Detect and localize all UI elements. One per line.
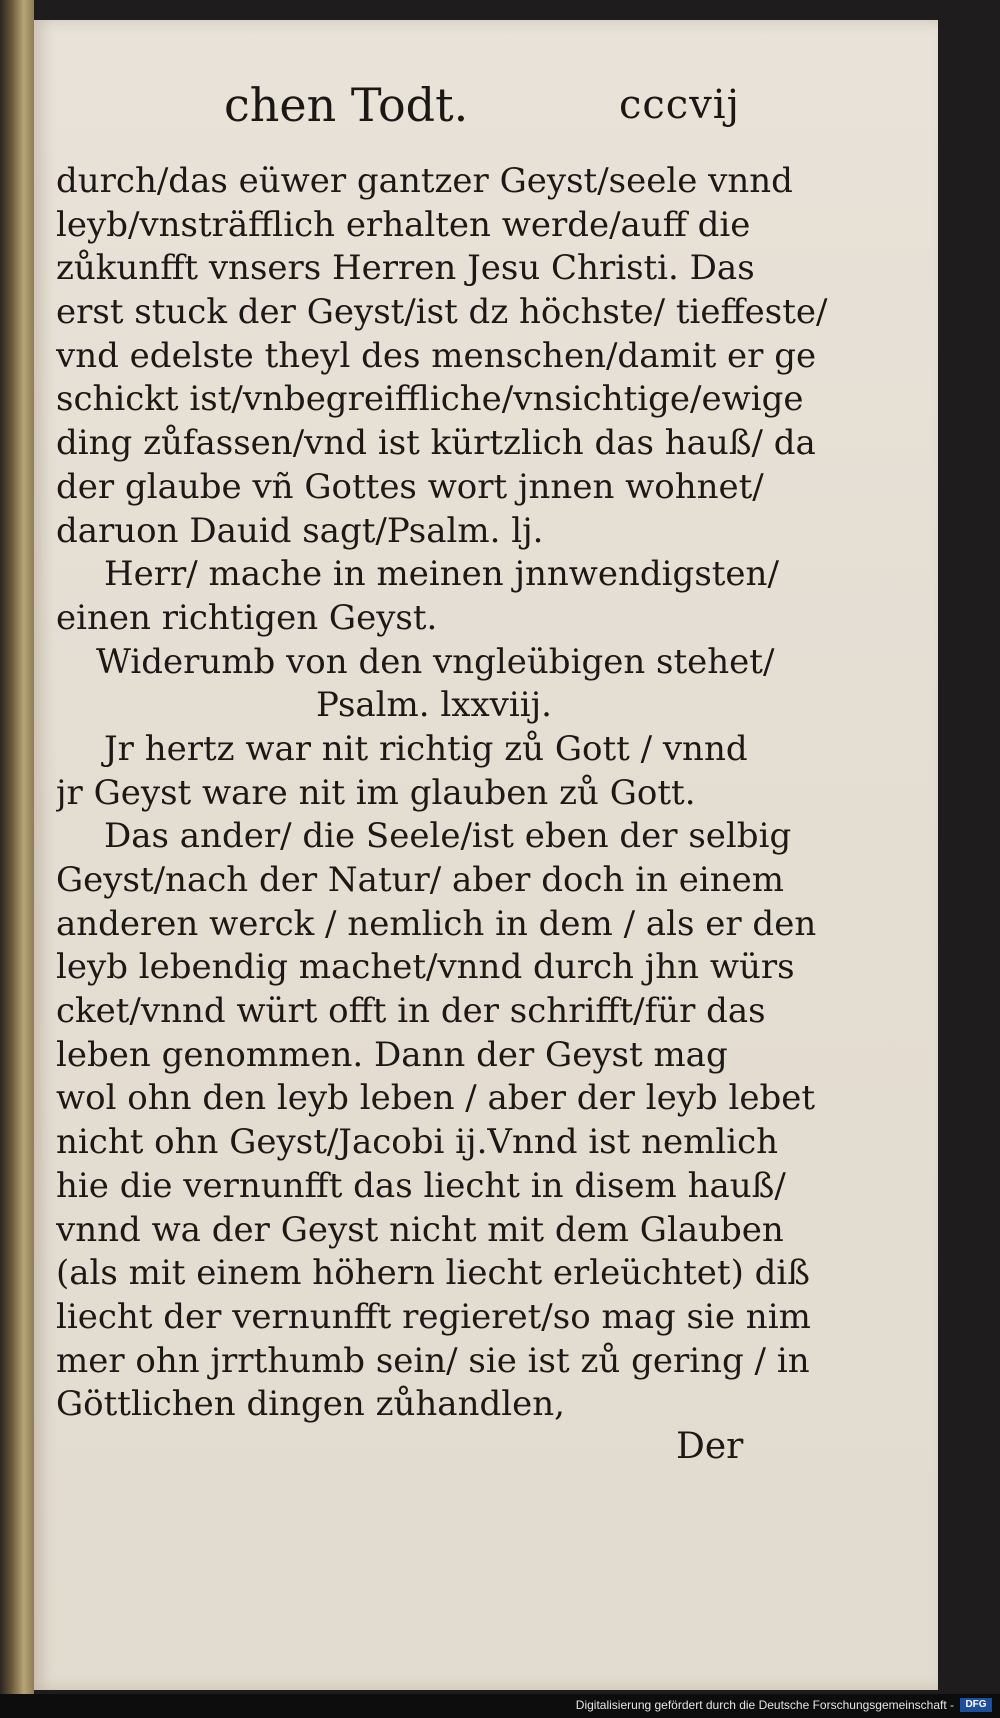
text-line: daruon Dauid sagt/Psalm. lj. [56, 510, 544, 551]
text-line: liecht der vernunfft regieret/so mag sie nim [56, 1296, 811, 1337]
dfg-logo-icon: DFG [960, 1698, 992, 1712]
running-head [34, 78, 938, 148]
text-line: zůkunfft vnsers Herren Jesu Christi. Das [56, 248, 755, 289]
text-line: Herr/ mache in meinen jnnwendigsten/ [104, 554, 779, 595]
text-line: durch/das eüwer gantzer Geyst/seele vnnd [56, 161, 793, 201]
text-line: mer ohn jrrthumb sein/ sie ist zů gering / in [56, 1340, 810, 1381]
text-line: leyb/vnsträfflich erhalten werde/auff die [56, 204, 751, 245]
text-line: erst stuck der Geyst/ist dz höchste/ tieffeste/ [56, 292, 828, 333]
text-line: jr Geyst ware nit im glauben zů Gott. [56, 772, 696, 813]
text-line: schickt ist/vnbegreiffliche/vnsichtige/ewige [56, 379, 804, 420]
text-line: vnnd wa der Geyst nicht mit dem Glauben [56, 1209, 784, 1250]
text-line: wol ohn den leyb leben / aber der leyb lebet [56, 1078, 816, 1119]
text-line: (als mit einem höhern liecht erleüchtet) diß [56, 1253, 811, 1294]
text-line: hie die vernunfft das liecht in disem hauß/ [56, 1165, 786, 1206]
text-line: einen richtigen Geyst. [56, 597, 438, 638]
text-line: Psalm. lxxviij. [316, 685, 552, 726]
book-page [34, 20, 938, 1690]
text-line: Göttlichen dingen zůhandlen, [56, 1384, 565, 1425]
text-line: leben genommen. Dann der Geyst mag [56, 1034, 728, 1075]
text-line: ding zůfassen/vnd ist kürtzlich das hauß/ da [56, 423, 816, 464]
funding-credit: Digitalisierung gefördert durch die Deutsche Forschungsgemeinschaft - [575, 1698, 954, 1712]
text-line: anderen werck / nemlich in dem / als er den [56, 903, 817, 944]
text-line: Widerumb von den vngleübigen stehet/ [96, 641, 775, 682]
catchword: Der [676, 1426, 744, 1467]
book-spine-edge [0, 0, 34, 1718]
text-line: cket/vnnd würt offt in der schrifft/für das [56, 991, 766, 1032]
running-head-title: chen Todt. [224, 78, 469, 132]
folio-number: cccvij [619, 82, 740, 128]
text-line: der glaube vñ Gottes wort jnnen wohnet/ [56, 466, 764, 507]
text-line: vnd edelste theyl des menschen/damit er ge [56, 335, 817, 376]
text-line: Das ander/ die Seele/ist eben der selbig [104, 816, 792, 857]
digitization-footer [0, 1694, 1000, 1718]
text-line: Jr hertz war nit richtig zů Gott / vnnd [104, 728, 748, 769]
body-text [56, 160, 926, 1427]
text-line: Geyst/nach der Natur/ aber doch in einem [56, 860, 785, 900]
text-line: leyb lebendig machet/vnnd durch jhn würs [56, 947, 795, 988]
text-line: nicht ohn Geyst/Jacobi ij.Vnnd ist nemlich [56, 1122, 779, 1163]
